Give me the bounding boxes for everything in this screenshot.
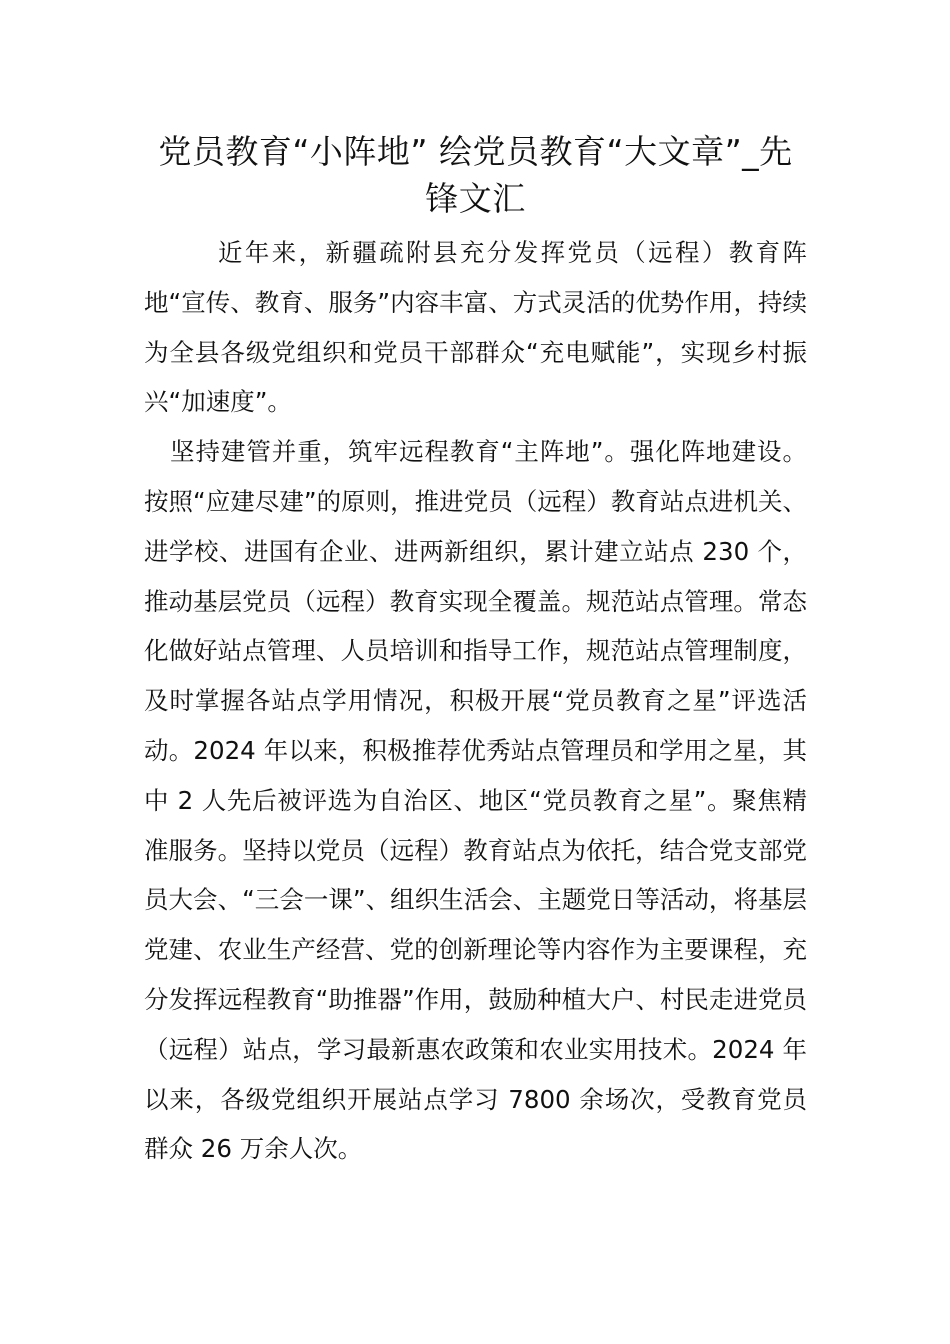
paragraph-intro: 近年来，新疆疏附县充分发挥党员（远程）教育阵地“宣传、教育、服务”内容丰富、方式灵活的优势作用，持续为全县各级党组织和党员干部群众“充电赋能”，实现乡村振兴“加速度”。 xyxy=(144,238,807,417)
paragraph-body: 坚持建管并重，筑牢远程教育“主阵地”。强化阵地建设。按照“应建尽建”的原则，推进党员（远程）教育站点进机关、进学校、进国有企业、进两新组织，累计建立站点 230 个，推动基层党员（远程）教育实现全覆盖。规范站点管理。常态化做好站点管理、人员培训和指导工作，规范站点管理制度，及时掌握各站点学用情况，积极开展“党员教育之星”评选活动。2024 年以来，积极推荐优秀站点管理员和学用之星，其中 2 人先后被评选为自治区、地区“党员教育之星”。聚焦精准服务。坚持以党员（远程）教育站点为依托，结合党支部党员大会、“三会一课”、组织生活会、主题党日等活动，将基层党建、农业生产经营、党的创新理论等内容作为主要课程，充分发挥远程教育“助推器”作用，鼓励种植大户、村民走进党员（远程）站点，学习最新惠农政策和农业实用技术。2024 年以来，各级党组织开展站点学习 7800 余场次，受教育党员群众 26 万余人次。 xyxy=(144,437,807,1164)
document-page xyxy=(144,128,807,1174)
document-title: 党员教育“小阵地” 绘党员教育“大文章”_先锋文汇 xyxy=(158,132,793,218)
